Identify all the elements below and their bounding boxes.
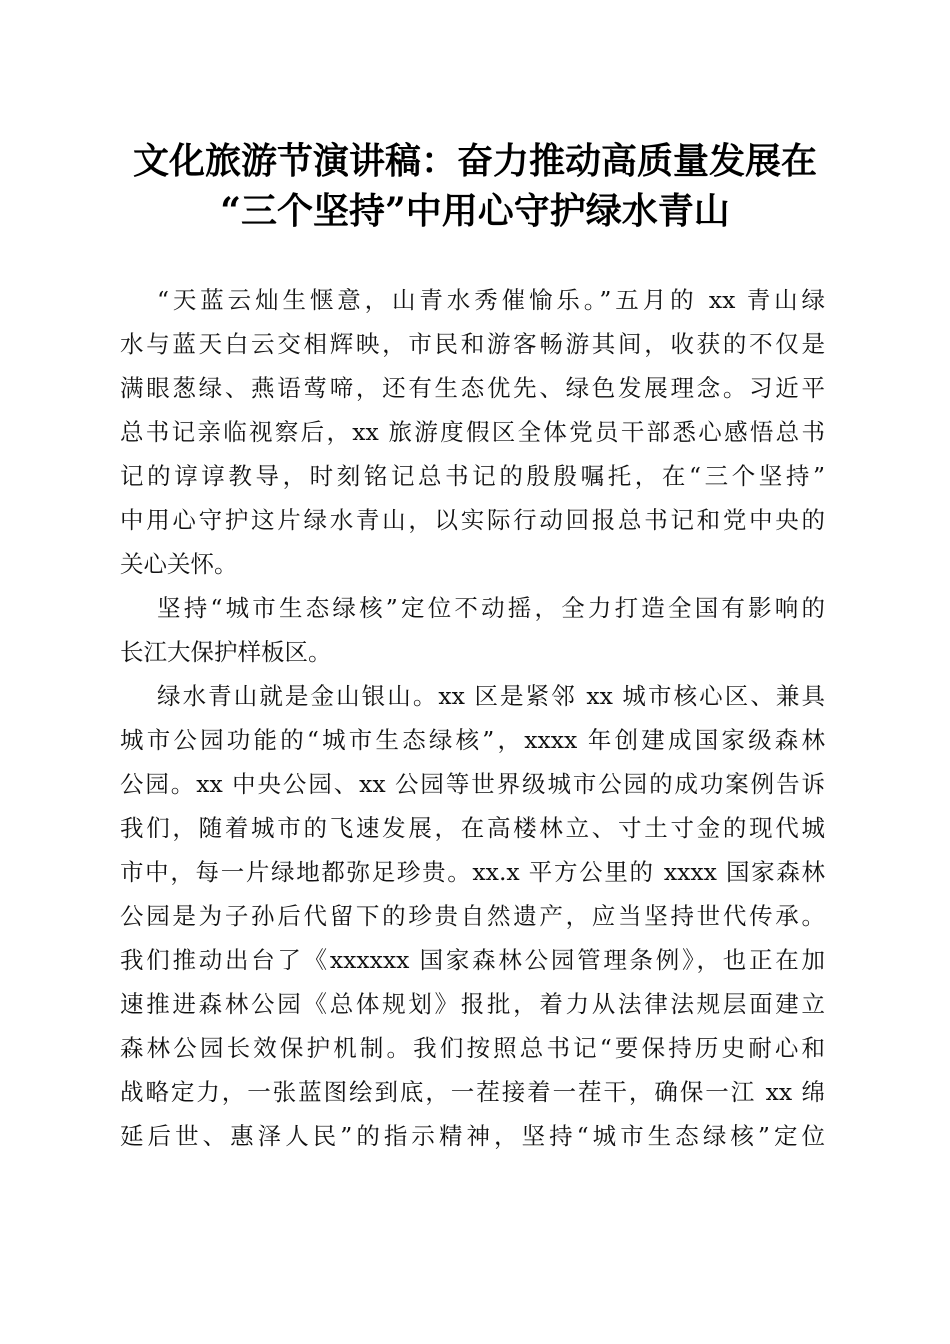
text-line: 城市公园功能的“城市生态绿核”，xxxx 年创建成国家级森林 [120,726,825,754]
text-line: 绿水青山就是金山银山。xx 区是紧邻 xx 城市核心区、兼具 [157,682,826,710]
text-line: 公园是为子孙后代留下的珍贵自然遗产，应当坚持世代传承。 [120,902,825,930]
text-line: 延后世、惠泽人民”的指示精神，坚持“城市生态绿核”定位 [120,1122,825,1150]
text-line: 战略定力，一张蓝图绘到底，一茬接着一茬干，确保一江 xx 绵 [120,1078,825,1106]
text-line: 森林公园长效保护机制。我们按照总书记“要保持历史耐心和 [120,1034,825,1062]
text-line: 长江大保护样板区。 [120,638,332,666]
text-line: 坚持“城市生态绿核”定位不动摇，全力打造全国有影响的 [157,594,825,622]
paragraph-2 [120,586,825,674]
text-line: 总书记亲临视察后，xx 旅游度假区全体党员干部悉心感悟总书 [120,418,825,446]
text-line: 速推进森林公园《总体规划》报批，着力从法律法规层面建立 [120,990,825,1018]
title-line-1: 文化旅游节演讲稿：奋力推动高质量发展在 [132,140,817,182]
paragraph-1 [120,278,825,586]
paragraph-3 [120,674,825,1158]
text-line: 记的谆谆教导，时刻铭记总书记的殷殷嘱托，在“三个坚持” [120,462,825,490]
text-line: 我们推动出台了《xxxxxx 国家森林公园管理条例》，也正在加 [120,946,825,974]
text-line: 市中，每一片绿地都弥足珍贵。xx.x 平方公里的 xxxx 国家森林 [120,858,825,886]
text-line: 公园。xx 中央公园、xx 公园等世界级城市公园的成功案例告诉 [120,770,825,798]
text-line: 关心关怀。 [120,550,238,578]
text-line: 中用心守护这片绿水青山，以实际行动回报总书记和党中央的 [120,506,825,534]
text-line: 我们，随着城市的飞速发展，在高楼林立、寸土寸金的现代城 [120,814,825,842]
document-title [100,136,850,236]
text-line: 满眼葱绿、燕语莺啼，还有生态优先、绿色发展理念。习近平 [120,374,825,402]
text-line: “天蓝云灿生惬意，山青水秀催愉乐。”五月的 xx 青山绿 [157,286,825,314]
text-line: 水与蓝天白云交相辉映，市民和游客畅游其间，收获的不仅是 [120,330,825,358]
title-line-2: “三个坚持”中用心守护绿水青山 [220,190,730,232]
document-body [120,278,825,1158]
